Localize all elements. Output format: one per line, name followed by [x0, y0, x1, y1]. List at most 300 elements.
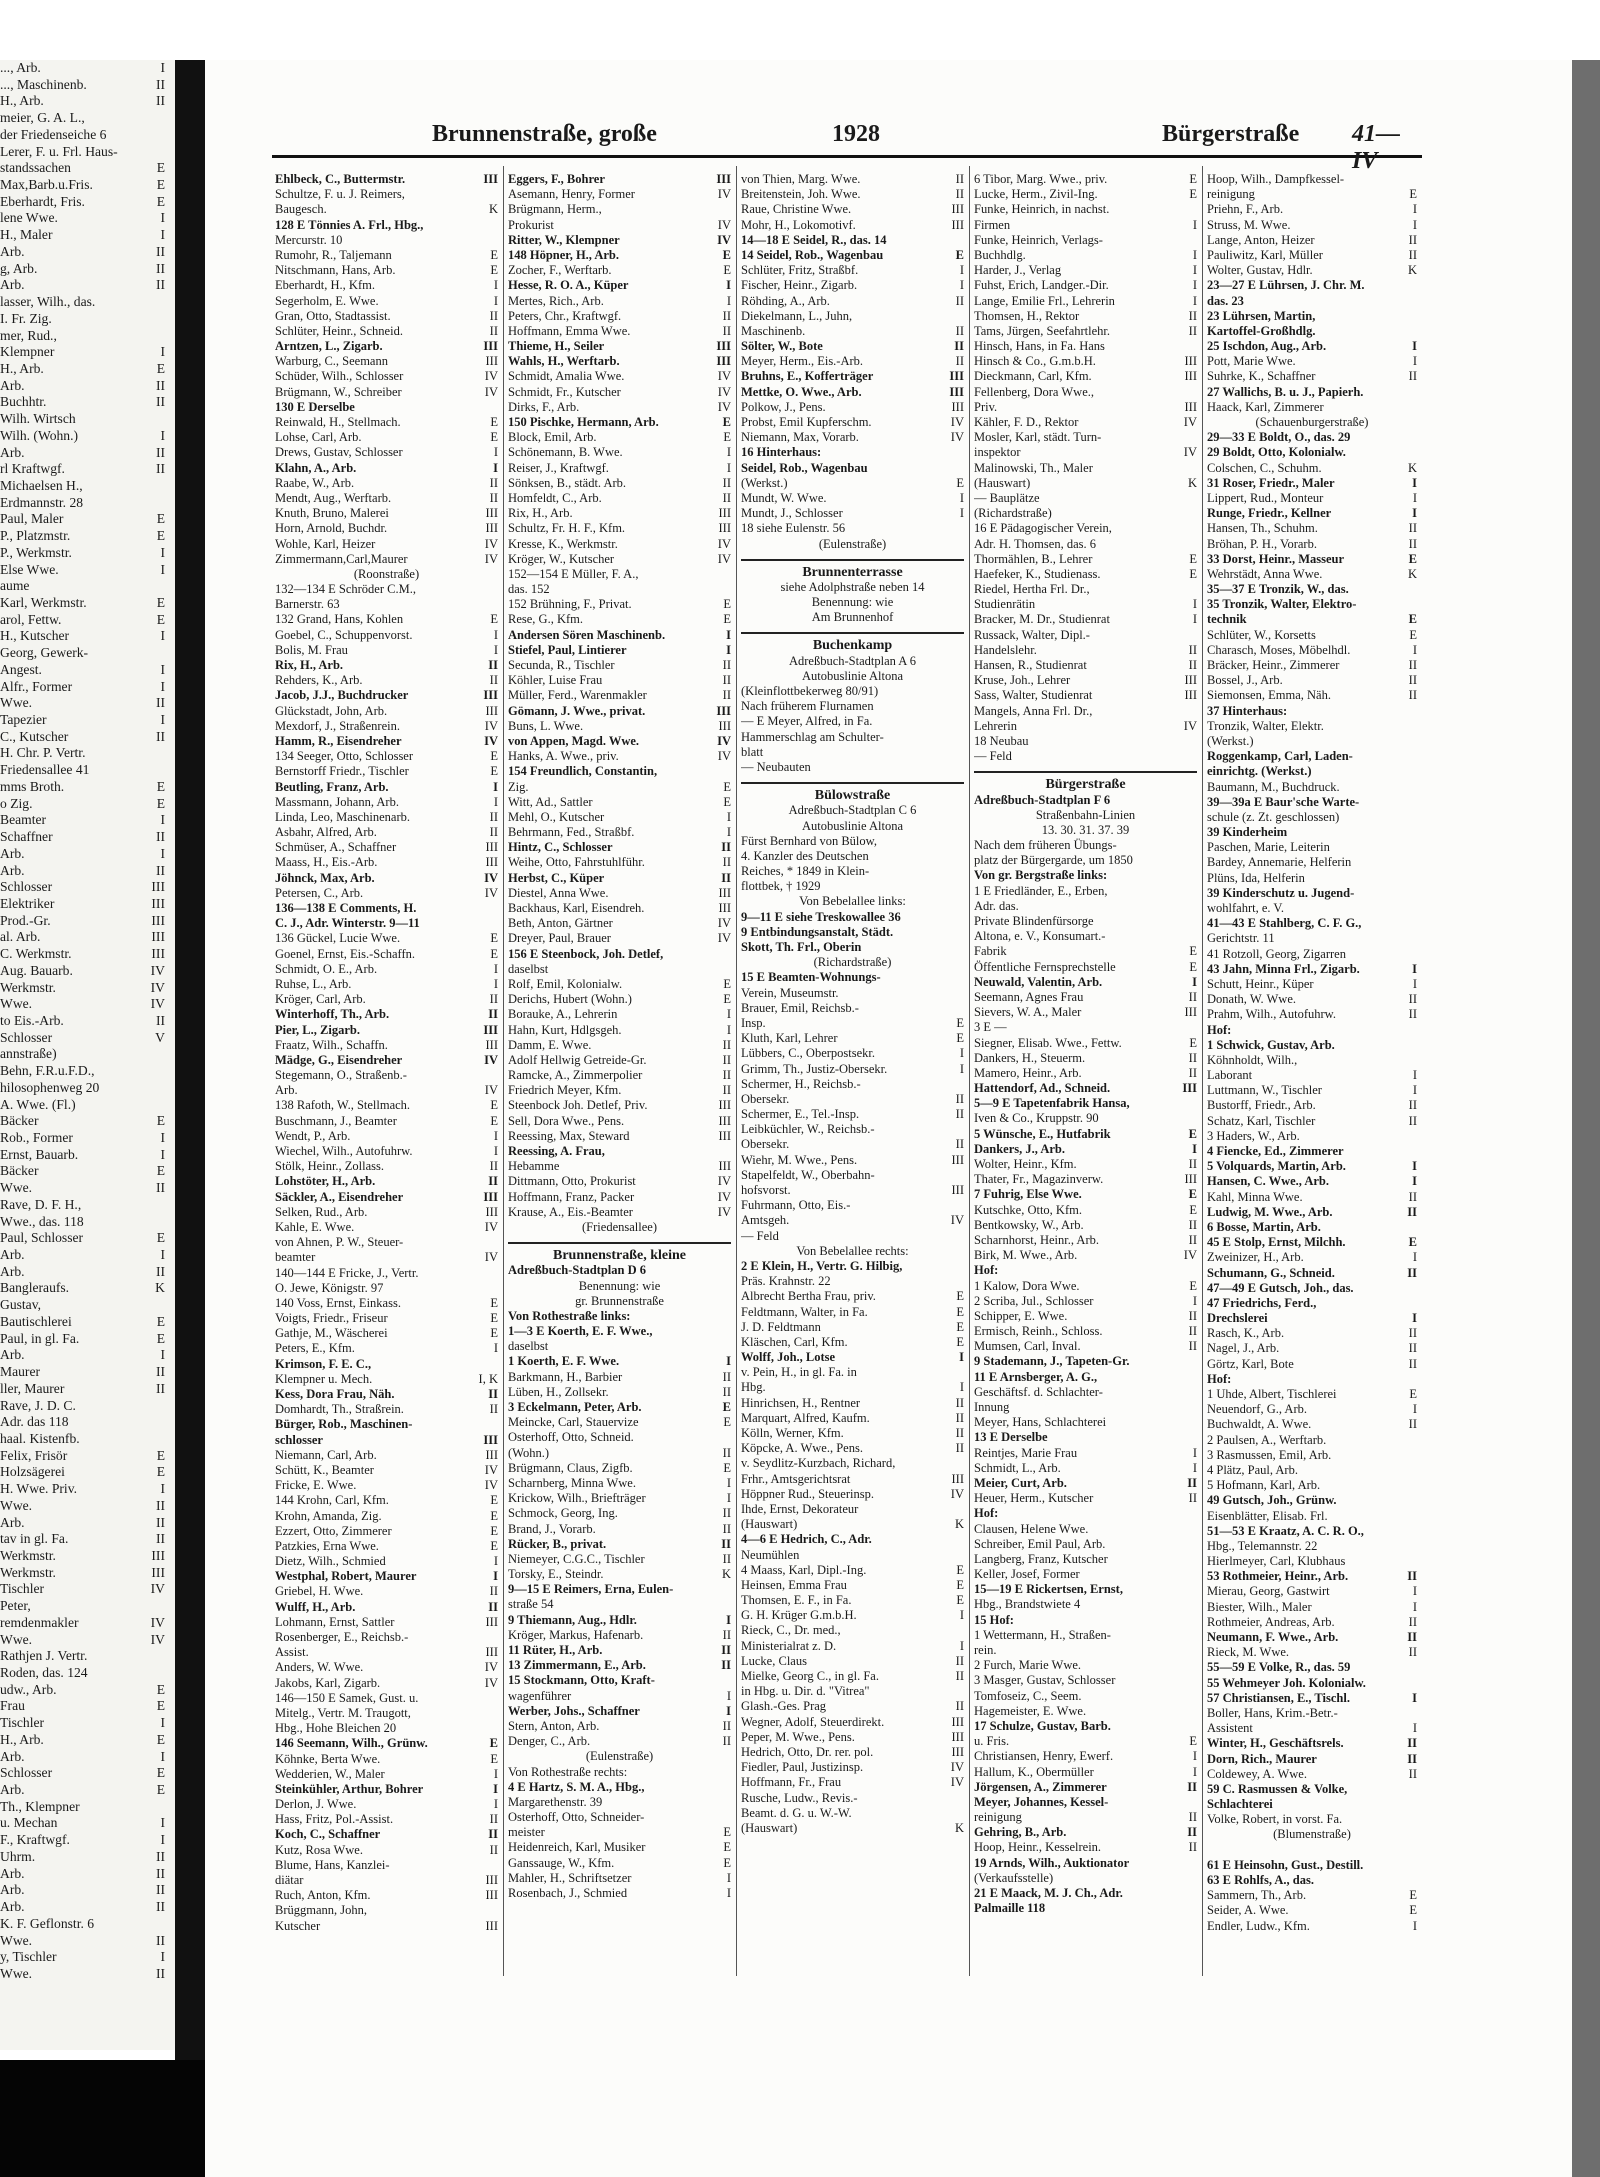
directory-entry — [974, 1886, 1197, 1901]
left-page-line-text: Arb. — [0, 243, 25, 259]
left-page-line — [0, 1799, 175, 1816]
directory-entry — [1207, 248, 1417, 263]
entry-text: Beutling, Franz, Arb. — [275, 779, 389, 794]
entry-floor: E — [1406, 612, 1417, 627]
directory-entry — [1207, 1083, 1417, 1098]
entry-floor: I — [491, 445, 498, 460]
entry-floor: I — [1409, 1691, 1417, 1706]
left-page-line-floor: II — [155, 277, 165, 293]
entry-floor: E — [720, 992, 731, 1007]
left-page-line-floor: E — [156, 778, 165, 794]
directory-entry — [1207, 1554, 1417, 1569]
directory-entry — [275, 810, 498, 825]
directory-entry — [741, 1639, 964, 1654]
directory-entry — [275, 1266, 498, 1281]
entry-text: Hahn, Kurt, Hdlgsgeh. — [508, 1022, 622, 1037]
entry-text: Köhler, Luise Frau — [508, 673, 603, 688]
directory-entry — [741, 1745, 964, 1760]
directory-entry — [1207, 1630, 1417, 1645]
directory-entry — [741, 476, 964, 491]
entry-floor: IV — [482, 369, 498, 384]
entry-text: 17 Schulze, Gustav, Barb. — [974, 1718, 1111, 1733]
column-rule — [503, 166, 504, 1976]
entry-text: 35 Tronzik, Walter, Elektro- — [1207, 597, 1357, 612]
entry-text: Koch, C., Schaffner — [275, 1827, 381, 1842]
left-page-line-text: Werkmstr. — [0, 1547, 56, 1563]
entry-text: 43 Jahn, Minna Frl., Zigarb. — [1207, 961, 1360, 976]
entry-text: Tronzik, Walter, Elektr. — [1207, 718, 1324, 733]
entry-text: 132—134 E Schröder C.M., — [275, 582, 416, 597]
entry-text: 11 E Arnsberger, A. G., — [974, 1369, 1098, 1384]
directory-entry — [741, 1517, 964, 1532]
directory-entry — [741, 415, 964, 430]
directory-entry — [508, 1704, 731, 1719]
entry-text: Mundt, J., Schlosser — [741, 506, 843, 521]
entry-floor: II — [487, 476, 498, 491]
entry-text: technik — [1207, 612, 1247, 627]
entry-text: 9—15 E Reimers, Erna, Eulen- — [508, 1582, 674, 1597]
entry-text: Volke, Robert, in vorst. Fa. — [1207, 1812, 1343, 1827]
entry-floor: II — [1406, 248, 1417, 263]
left-page-line-text: Schlosser — [0, 1765, 53, 1781]
left-page-line-text: remdenmakler — [0, 1614, 79, 1630]
entry-floor: II — [487, 810, 498, 825]
entry-floor: II — [953, 1669, 964, 1684]
directory-entry — [1207, 1250, 1417, 1265]
entry-floor: E — [720, 248, 731, 263]
directory-entry — [741, 1426, 964, 1441]
entry-floor: II — [953, 1092, 964, 1107]
left-page-line-text: y, Tischler — [0, 1949, 57, 1965]
directory-entry — [508, 278, 731, 293]
directory-entry — [275, 1524, 498, 1539]
entry-floor: II — [953, 294, 964, 309]
entry-text: flottbek, † 1929 — [741, 879, 821, 894]
entry-text: Buns, L. Wwe. — [508, 718, 584, 733]
directory-entry — [275, 1448, 498, 1463]
directory-entry — [508, 461, 731, 476]
directory-entry — [275, 1083, 498, 1098]
entry-text: Keller, Josef, Former — [974, 1567, 1080, 1582]
entry-floor: II — [487, 1812, 498, 1827]
left-page-line-text: o Zig. — [0, 795, 33, 811]
directory-entry — [275, 764, 498, 779]
left-page-line — [0, 812, 175, 829]
directory-entry — [741, 1563, 964, 1578]
left-page-line-text: tav in gl. Fa. — [0, 1531, 69, 1547]
directory-entry — [741, 894, 964, 909]
entry-text: Beamt. d. G. u. W.-W. — [741, 1805, 852, 1820]
directory-entry — [974, 309, 1197, 324]
left-page-line — [0, 963, 175, 980]
entry-floor: III — [1179, 1081, 1197, 1096]
entry-text: daselbst — [508, 1339, 549, 1354]
entry-text: Obersekr. — [741, 1091, 790, 1106]
directory-entry — [974, 1324, 1197, 1339]
directory-entry — [275, 1098, 498, 1113]
entry-floor: E — [487, 1509, 498, 1524]
left-page-line-text: Maurer — [0, 1364, 41, 1380]
directory-entry — [741, 1092, 964, 1107]
entry-text: Russack, Walter, Dipl.- — [974, 627, 1090, 642]
left-page-line-floor: I — [160, 712, 165, 728]
entry-floor: IV — [715, 537, 731, 552]
entry-text: Bracker, M. Dr., Studienrat — [974, 612, 1110, 627]
directory-entry — [974, 1005, 1197, 1020]
entry-text: Christiansen, Henry, Ewerf. — [974, 1749, 1114, 1764]
entry-text: 3 Eckelmann, Peter, Arb. — [508, 1400, 642, 1414]
entry-floor: E — [1406, 1903, 1417, 1918]
left-page-line-floor: I — [160, 1247, 165, 1263]
directory-entry — [275, 537, 498, 552]
left-page-line-floor: I — [160, 1815, 165, 1831]
left-page-line-text: mer, Rud., — [0, 327, 57, 343]
entry-text: Buchwaldt, A. Wwe. — [1207, 1417, 1312, 1432]
entry-floor: I — [724, 1689, 731, 1704]
entry-floor: II — [953, 1411, 964, 1426]
entry-floor: III — [483, 1448, 499, 1463]
entry-text: Derlon, J. Wwe. — [275, 1797, 357, 1812]
entry-text: Hallum, K., Obermüller — [974, 1764, 1094, 1779]
entry-text: 14 Seidel, Rob., Wagenbau — [741, 247, 884, 262]
left-page-line-text: Tapezier — [0, 712, 47, 728]
entry-text: Langberg, Franz, Kutscher — [974, 1551, 1108, 1566]
directory-entry — [1207, 886, 1417, 901]
entry-text: 55—59 E Volke, R., das. 59 — [1207, 1660, 1351, 1675]
entry-text: Lüben, H., Zollsekr. — [508, 1384, 609, 1399]
entry-text: Mädge, G., Eisendreher — [275, 1052, 403, 1067]
left-page-line — [0, 60, 175, 77]
entry-text: Kröger, W., Kutscher — [508, 551, 615, 566]
directory-entry — [508, 780, 731, 795]
directory-entry — [1207, 1493, 1417, 1508]
directory-entry — [275, 840, 498, 855]
left-page-line-text: K. F. Geflonstr. 6 — [0, 1915, 95, 1931]
directory-entry — [508, 1220, 731, 1235]
directory-entry — [275, 688, 498, 703]
directory-entry — [741, 879, 964, 894]
directory-entry — [741, 1411, 964, 1426]
directory-entry — [275, 734, 498, 749]
directory-entry — [741, 1153, 964, 1168]
directory-entry — [508, 567, 731, 582]
entry-text: Handelslehr. — [974, 642, 1037, 657]
directory-entry — [1207, 1266, 1417, 1281]
entry-text: 49 Gutsch, Joh., Grünw. — [1207, 1493, 1337, 1508]
directory-entry — [974, 233, 1197, 248]
entry-text: siehe Adolphstraße neben 14 — [780, 579, 925, 594]
entry-floor: E — [720, 263, 731, 278]
entry-floor: IV — [482, 1478, 498, 1493]
directory-entry — [508, 1430, 731, 1445]
entry-floor: I — [491, 977, 498, 992]
entry-text: 35—37 E Tronzik, W., das. — [1207, 582, 1349, 597]
entry-floor: III — [716, 506, 732, 521]
entry-text: Zimmermann,Carl,Maurer — [275, 551, 408, 566]
entry-floor: II — [1404, 1266, 1417, 1281]
directory-entry — [974, 1673, 1197, 1688]
directory-entry — [974, 476, 1197, 491]
left-page-line-text: u. Mechan — [0, 1815, 58, 1831]
entry-floor: III — [949, 1715, 965, 1730]
entry-floor: I — [1190, 263, 1197, 278]
entry-floor: K — [1405, 567, 1417, 582]
entry-text: Knuth, Bruno, Malerei — [275, 506, 389, 521]
entry-floor: III — [480, 1190, 498, 1205]
entry-text: Schermer, H., Reichsb.- — [741, 1076, 861, 1091]
entry-floor: E — [720, 795, 731, 810]
entry-text: 4 Maass, Karl, Dipl.-Ing. — [741, 1562, 867, 1577]
directory-entry — [974, 1734, 1197, 1749]
directory-entry — [1207, 597, 1417, 612]
directory-entry — [974, 1689, 1197, 1704]
directory-entry — [275, 658, 498, 673]
entry-text: — Bauplätze — [974, 490, 1040, 505]
directory-entry — [275, 916, 498, 931]
entry-text: 9 Stademann, J., Tapeten-Gr. — [974, 1354, 1130, 1369]
entry-floor: E — [487, 1311, 498, 1326]
entry-text: Fellenberg, Dora Wwe., — [974, 384, 1094, 399]
left-page-line-floor: II — [155, 1899, 165, 1915]
entry-text: Fürst Bernhard von Bülow, — [741, 833, 877, 848]
entry-floor: II — [485, 1387, 498, 1402]
entry-text: Probst, Emil Kupferschm. — [741, 415, 872, 429]
entry-floor: III — [716, 521, 732, 536]
entry-text: Säckler, A., Eisendreher — [275, 1189, 404, 1204]
directory-entry — [1207, 628, 1417, 643]
directory-entry — [974, 749, 1197, 764]
entry-floor: I — [1190, 1461, 1197, 1476]
directory-entry — [1207, 1903, 1417, 1918]
left-page-line — [0, 1632, 175, 1649]
left-page-line — [0, 1749, 175, 1766]
entry-floor: E — [487, 248, 498, 263]
entry-text: Meyer, Hans, Schlachterei — [974, 1415, 1107, 1430]
entry-floor: II — [1186, 1157, 1197, 1172]
entry-text: Geschäftsf. d. Schlachter- — [974, 1384, 1103, 1399]
left-page-line-text: Th., Klempner — [0, 1798, 80, 1814]
entry-text: 146 Seemann, Wilh., Grünw. — [275, 1736, 428, 1751]
entry-text: Osterhoff, Otto, Schneider- — [508, 1810, 645, 1825]
directory-entry — [1207, 1919, 1417, 1934]
entry-floor: IV — [482, 1660, 498, 1675]
entry-floor: E — [953, 1031, 964, 1046]
book-gutter-shadow — [0, 2060, 205, 2177]
entry-text: Krause, A., Eis.-Beamter — [508, 1204, 633, 1219]
directory-entry — [275, 1645, 498, 1660]
left-page-line — [0, 1247, 175, 1264]
entry-floor: II — [1186, 1840, 1197, 1855]
left-page-line-text: Paul, Schlosser — [0, 1230, 84, 1246]
directory-entry — [275, 719, 498, 734]
entry-text: Brand, J., Vorarb. — [508, 1521, 596, 1536]
left-page-line-text: standssachen — [0, 160, 71, 176]
entry-text: Hebamme — [508, 1159, 560, 1174]
entry-floor: E — [1186, 552, 1197, 567]
directory-entry — [508, 415, 731, 430]
directory-column-3 — [741, 172, 964, 1836]
entry-text: Asbahr, Alfred, Arb. — [275, 825, 377, 840]
entry-floor: I — [491, 643, 498, 658]
directory-entry — [508, 1279, 731, 1294]
left-page-line-text: Schlosser — [0, 879, 53, 895]
entry-floor: E — [1186, 172, 1197, 187]
directory-entry — [275, 1782, 498, 1797]
left-page-line-floor: II — [155, 377, 165, 393]
entry-floor: III — [949, 1183, 965, 1198]
entry-text: Lucke, Herm., Zivil-Ing. — [974, 187, 1098, 202]
entry-text: Dietz, Wilh., Schmied — [275, 1554, 386, 1569]
directory-entry — [1207, 521, 1417, 536]
left-page-line-text: Else Wwe. — [0, 561, 59, 577]
entry-floor: IV — [948, 1775, 964, 1790]
entry-text: Von gr. Bergstraße links: — [974, 868, 1108, 883]
directory-entry — [275, 780, 498, 795]
directory-entry — [508, 309, 731, 324]
entry-text: Rese, G., Kfm. — [508, 612, 583, 627]
entry-text: 16 Hinterhaus: — [741, 445, 822, 460]
directory-entry — [1207, 1691, 1417, 1706]
left-page-line — [0, 695, 175, 712]
entry-floor: I — [1410, 354, 1417, 369]
directory-entry — [275, 871, 498, 886]
entry-floor: II — [718, 1643, 731, 1658]
left-page-line-floor: II — [155, 1380, 165, 1396]
entry-floor: IV — [482, 1463, 498, 1478]
directory-entry — [974, 1658, 1197, 1673]
left-page-line — [0, 929, 175, 946]
entry-floor: III — [483, 855, 499, 870]
entry-text: diätar — [275, 1873, 304, 1887]
entry-floor: II — [487, 673, 498, 688]
entry-text: 5 Volquards, Martin, Arb. — [1207, 1159, 1346, 1174]
left-page-line — [0, 1615, 175, 1632]
left-page-line — [0, 445, 175, 462]
entry-floor: E — [720, 1415, 731, 1430]
entry-text: Schipper, E. Wwe. — [974, 1308, 1068, 1323]
entry-text: in Hbg. u. Dir. d. "Vitrea" — [741, 1684, 870, 1699]
directory-entry — [741, 970, 964, 985]
entry-floor: III — [483, 1919, 499, 1934]
entry-floor: I — [1190, 248, 1197, 263]
entry-floor: II — [1406, 1341, 1417, 1356]
directory-entry — [1207, 1721, 1417, 1736]
directory-entry — [275, 704, 498, 719]
entry-text: 15 Hof: — [974, 1612, 1014, 1627]
directory-entry — [741, 1001, 964, 1016]
left-page-line-text: lene Wwe. — [0, 210, 58, 226]
left-page-line — [0, 1080, 175, 1097]
entry-text: Meyer, Herm., Eis.-Arb. — [741, 354, 864, 369]
entry-text: 150 Pischke, Hermann, Arb. — [508, 415, 659, 429]
directory-entry — [974, 1385, 1197, 1400]
directory-entry — [275, 1767, 498, 1782]
entry-text: Marquart, Alfred, Kaufm. — [741, 1410, 870, 1425]
entry-text: Sass, Walter, Studienrat — [974, 688, 1093, 703]
entry-text: (Richardstraße) — [813, 955, 892, 970]
directory-entry — [974, 688, 1197, 703]
left-page-line-text: Wwe. — [0, 695, 33, 711]
directory-entry — [275, 962, 498, 977]
entry-text: Meier, Curt, Arb. — [974, 1475, 1067, 1490]
directory-entry — [1207, 1190, 1417, 1205]
directory-entry — [741, 294, 964, 309]
entry-text: Röhding, A., Arb. — [741, 293, 830, 308]
entry-floor: I — [723, 278, 731, 293]
directory-entry — [974, 506, 1197, 521]
left-page-line-text: lasser, Wilh., das. — [0, 294, 96, 310]
directory-entry — [1207, 294, 1417, 309]
entry-floor: E — [1186, 187, 1197, 202]
entry-floor: III — [1182, 1005, 1198, 1020]
left-page-line — [0, 1230, 175, 1247]
left-page-line — [0, 1214, 175, 1231]
entry-text: Krimson, F. E. C., — [275, 1356, 372, 1371]
entry-floor: II — [1186, 1309, 1197, 1324]
entry-text: Haefeker, K., Studienass. — [974, 566, 1101, 581]
entry-text: 15—19 E Rickertsen, Ernst, — [974, 1582, 1123, 1597]
directory-entry — [741, 1730, 964, 1745]
entry-text: Hansen, Th., Schuhm. — [1207, 521, 1318, 536]
left-page-line-text: Lerer, F. u. Frl. Haus- — [0, 143, 118, 159]
entry-floor: I — [491, 1341, 498, 1356]
left-page-line — [0, 227, 175, 244]
directory-entry — [741, 1305, 964, 1320]
left-page-line — [0, 361, 175, 378]
left-page-line-text: Ernst, Bauarb. — [0, 1146, 79, 1162]
left-page-line-floor: II — [155, 862, 165, 878]
directory-entry — [974, 853, 1197, 868]
entry-text: Biester, Wilh., Maler — [1207, 1599, 1312, 1614]
directory-entry — [275, 1159, 498, 1174]
directory-entry — [1207, 354, 1417, 369]
entry-floor: K — [1405, 461, 1417, 476]
directory-entry — [508, 233, 731, 248]
entry-text: Schutt, Heinr., Küper — [1207, 976, 1314, 991]
left-page-line-text: arol, Fettw. — [0, 611, 62, 627]
entry-text: Sönksen, B., städt. Arb. — [508, 475, 627, 490]
entry-floor: II — [1406, 1114, 1417, 1129]
directory-entry — [275, 1509, 498, 1524]
entry-floor: E — [487, 931, 498, 946]
directory-entry — [974, 1597, 1197, 1612]
entry-floor: I — [957, 491, 964, 506]
directory-entry — [741, 1350, 964, 1365]
entry-floor: III — [1182, 673, 1198, 688]
directory-entry — [1207, 749, 1417, 764]
entry-text: v. Seydlitz-Kurzbach, Richard, — [741, 1456, 896, 1471]
entry-text: Fuhst, Erich, Landger.-Dir. — [974, 278, 1109, 293]
left-page-line — [0, 1264, 175, 1281]
directory-entry — [974, 793, 1197, 808]
entry-text: Lohmann, Ernst, Sattler — [275, 1614, 395, 1629]
entry-text: 128 E Tönnies A. Frl., Hbg., — [275, 217, 424, 232]
entry-text: Kröger, Markus, Hafenarb. — [508, 1627, 644, 1642]
left-page-line-text: Arb. — [0, 1899, 25, 1915]
left-page-line-floor: I — [160, 1481, 165, 1497]
entry-text: Brunnenstraße, kleine — [552, 1248, 686, 1264]
left-page-line — [0, 294, 175, 311]
entry-text: 15 Stockmann, Otto, Kraft- — [508, 1673, 655, 1688]
entry-text: Ministerialrat z. D. — [741, 1638, 837, 1653]
entry-floor: K — [952, 1517, 964, 1532]
column-rule — [736, 166, 737, 1976]
entry-floor: II — [720, 688, 731, 703]
entry-text: Rusche, Ludw., Revis.- — [741, 1790, 858, 1805]
left-page-line — [0, 628, 175, 645]
entry-text: Schlachterei — [1207, 1797, 1273, 1812]
directory-entry — [974, 1780, 1197, 1795]
